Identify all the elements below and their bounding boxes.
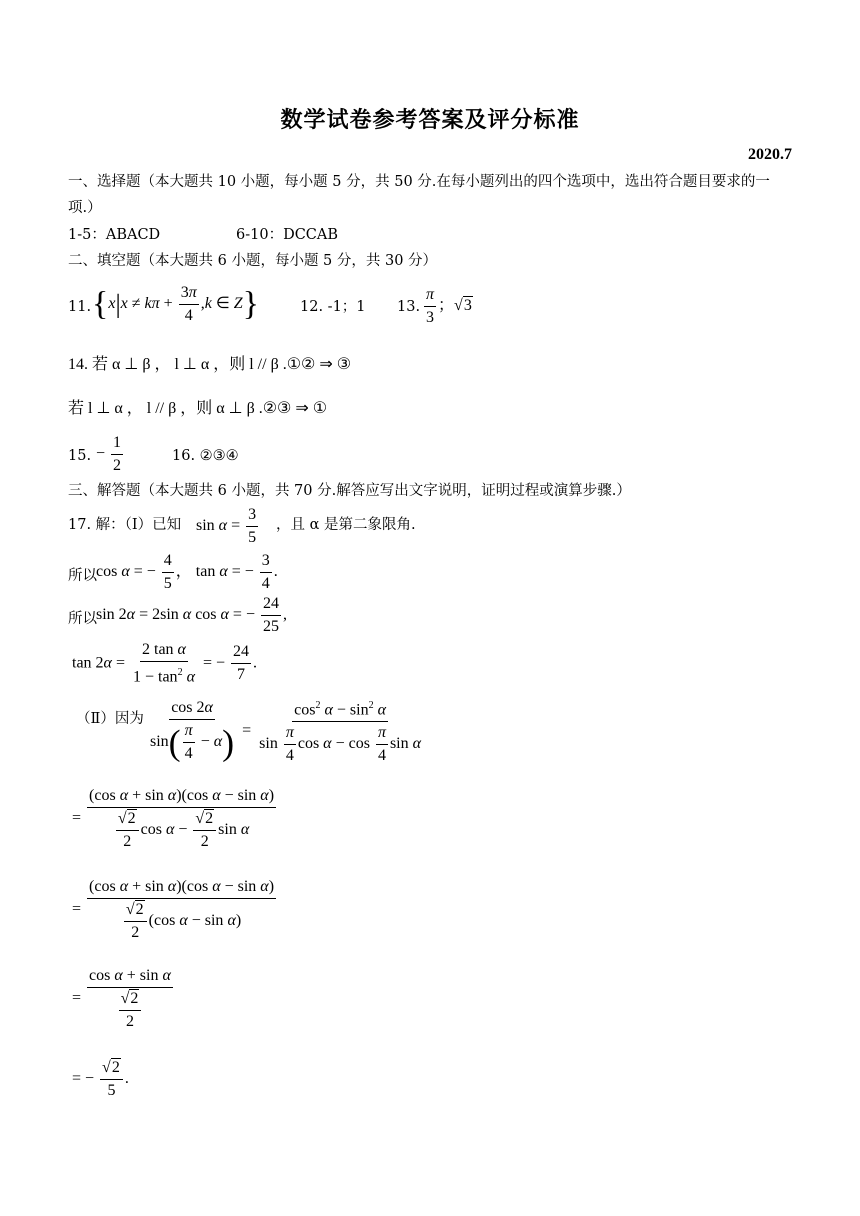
q14-line1: 14. 若 α ⊥ β ， l ⊥ α ，则 l // β .①② ⇒ ③ bbox=[68, 356, 352, 373]
q12-answer: 12. -1；1 bbox=[300, 299, 366, 315]
q11-answer: {x|x ≠ kπ + $\frac{3\pi}{4}$ ,k ∈ Z} bbox=[92, 284, 259, 324]
q17-part2-result: = − $\frac{√2}{5}$ . bbox=[72, 1059, 129, 1099]
q17-cos-tan: cos α = − $\frac{4}{5}$ ， tan α = − $\frac{3}{4}$ . bbox=[96, 552, 278, 592]
section2-heading: 二、填空题（本大题共 6 小题，每小题 5 分，共 30 分） bbox=[68, 253, 438, 269]
q15-label: 15. bbox=[68, 448, 92, 464]
q15-answer: − $\frac{1}{2}$ bbox=[96, 434, 122, 474]
q17-part2-step3: = (cos α + sin α)(cos α − sin α) $\frac{√2}{2}$ (cos α − sin α) bbox=[72, 878, 275, 941]
q16-answer: 16. ②③④ bbox=[172, 448, 239, 464]
page-title: 数学试卷参考答案及评分标准 bbox=[280, 107, 580, 133]
part2-prefix: （Ⅱ）因为 bbox=[76, 711, 144, 727]
exam-date: 2020.7 bbox=[748, 146, 792, 163]
q13-answer: $\frac{\pi}{3}$ ；√3 bbox=[426, 286, 472, 326]
section3-heading: 三、解答题（本大题共 6 小题，共 70 分.解答应写出文字说明，证明过程或演算步骤.） bbox=[68, 483, 631, 499]
mc-answers-6-10: 6-10：DCCAB bbox=[236, 227, 339, 243]
q17-given-sin: sin α = $\frac{3}{5}$ bbox=[196, 506, 257, 546]
section1-heading-line1: 一、选择题（本大题共 10 小题，每小题 5 分，共 50 分.在每小题列出的四个选项中，选出符合题目要求的一 bbox=[68, 174, 770, 190]
mc-answers-1-5: 1-5：ABACD bbox=[68, 227, 161, 243]
q17-part2-step2: = (cos α + sin α)(cos α − sin α) $\frac{√2}{2}$ cos α − $\frac{√2}{2}$ sin α bbox=[72, 787, 275, 850]
q13-label: 13. bbox=[397, 299, 421, 315]
q17-intro-suffix: ，且 α 是第二象限角. bbox=[276, 517, 416, 533]
q14-line2: 若 l ⊥ α ， l // β ，则 α ⊥ β .②③ ⇒ ① bbox=[68, 400, 328, 417]
so-label-1: 所以 bbox=[68, 568, 97, 584]
q11-label: 11. bbox=[68, 299, 92, 315]
q17-intro-prefix: 17. 解：（Ⅰ）已知 bbox=[68, 517, 182, 533]
q17-tan2a: tan 2α = $\frac{\text{2 tan α}}{1 - \tan^2 \alpha}$ = − $\frac{24}{7}$ . bbox=[72, 641, 258, 686]
section1-heading-line2: 项.） bbox=[68, 200, 102, 216]
q17-part2-step1: cos 2α sin( $\frac{\pi}{4}$ − α) = $\cos^2 \alpha - \sin^2 \alpha$ sin $\frac{\pi}{4}$ cos α − cos $\frac{\pi}{4}$ sin α bbox=[146, 696, 425, 766]
q17-sin2a: sin 2α = 2sin α cos α = − $\frac{24}{25}$ , bbox=[96, 595, 287, 635]
so-label-2: 所以 bbox=[68, 611, 97, 627]
q17-part2-step4: = $\frac{\text{cos α + sin α}}{\frac{√2}{2}}$ bbox=[72, 967, 171, 1030]
